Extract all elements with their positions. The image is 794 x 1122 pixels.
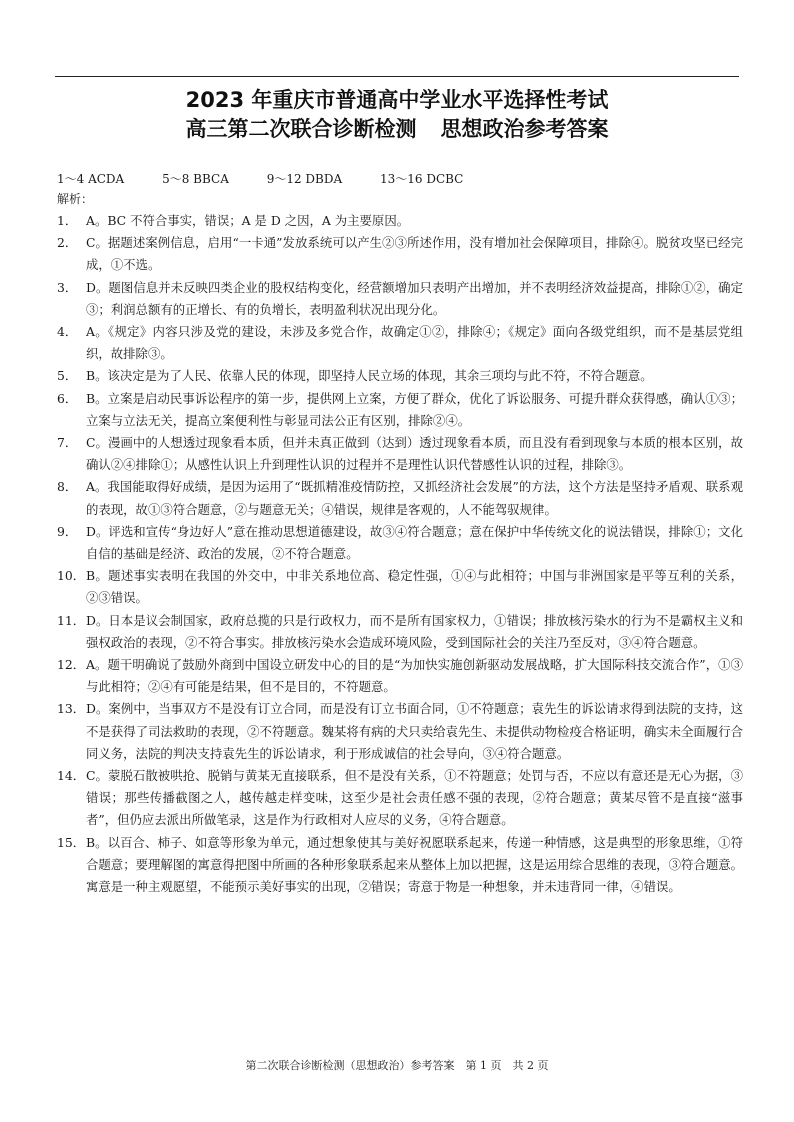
- item-text: C。据题述案例信息，启用“一卡通”发放系统可以产生②③所述作用，没有增加社会保障项目，排除④。脱贫攻坚已经完成，①不选。: [86, 235, 743, 273]
- item-number: 3．: [57, 279, 78, 295]
- item-number: 9．: [57, 523, 78, 539]
- analysis-item: [57, 654, 743, 698]
- analysis-item: [57, 610, 743, 654]
- item-text: D。日本是议会制国家，政府总揽的只是行政权力，而不是所有国家权力，①错误；排放核污染水的行为不是霸权主义和强权政治的表现，②不符合事实。排放核污染水会造成环境风险，受到国际社会的关注乃至反对，③④符合题意。: [86, 612, 743, 650]
- item-text: B。立案是启动民事诉讼程序的第一步，提供网上立案，方便了群众，优化了诉讼服务、可提升群众获得感，确认①③；立案与立法无关，提高立案便利性与彰显司法公正有区别，排除②④。: [86, 390, 743, 428]
- item-number: 10．: [57, 568, 86, 584]
- analysis-item: [57, 476, 743, 520]
- answer-key-group: 1～4 ACDA: [57, 172, 125, 186]
- item-text: A。《规定》内容只涉及党的建设，未涉及多党合作，故确定①②，排除④；《规定》面向各级党组织，而不是基层党组织，故排除③。: [86, 324, 743, 362]
- item-text: D。案例中，当事双方不是没有订立合同，而是没有订立书面合同，①不符题意；袁先生的诉讼请求得到法院的支持，这不是获得了司法救助的表现，②不符题意。魏某将有病的犬只卖给袁先生、未提供动物检疫合格证明，确实未全面履行合同义务，法院的判决支持袁先生的诉讼请求，利于形成诚信的社会导向，③④符合题意。: [86, 701, 743, 761]
- item-number: 5．: [57, 368, 78, 384]
- item-text: D。评选和宣传“身边好人”意在推动思想道德建设，故③④符合题意；意在保护中华传统文化的说法错误，排除①；文化自信的基础是经济、政治的发展，②不符合题意。: [86, 523, 743, 562]
- analysis-item: [57, 321, 743, 365]
- analysis-item: [57, 832, 743, 899]
- item-text: B。以百合、柿子、如意等形象为单元，通过想象使其与美好祝愿联系起来，传递一种情感，这是典型的形象思维，①符合题意；要理解图的寓意得把图中所画的各种形象联系起来从整体上加以把握，这是运用综合思维的表现，③符合题意。寓意是一种主观愿望，不能预示美好事实的出现，②错误；寄意于物是一种想象，并未违背同一律，④错误。: [86, 834, 743, 895]
- subtitle-exam-name: 高三第二次联合诊断检测: [185, 117, 417, 141]
- top-divider: [55, 76, 739, 77]
- analysis-item: [57, 521, 743, 565]
- analysis-item: [57, 232, 743, 276]
- item-number: 15．: [57, 834, 86, 850]
- item-number: 12．: [57, 657, 86, 673]
- item-text: A。我国能取得好成绩，是因为运用了“既抓精准疫情防控，又抓经济社会发展”的方法，这个方法是坚持矛盾观、联系观的表现，故①③符合题意，②与题意无关；④错误，规律是客观的，人不能驾驭规律。: [86, 479, 743, 517]
- item-number: 1．: [57, 213, 78, 228]
- analysis-item: [57, 365, 743, 387]
- item-number: 8．: [57, 479, 78, 495]
- analysis-item: [57, 210, 743, 232]
- item-number: 6．: [57, 390, 78, 406]
- item-text: C。蒙脱石散被哄抢、脱销与黄某无直接联系，但不是没有关系，①不符题意；处罚与否，不应以有意还是无心为据，③错误；那些传播截图之人，越传越走样变味，这至少是社会责任感不强的表现，②符合题意；黄某尽管不是直接“滋事者”，但仍应去派出所做笔录，这是作为行政相对人应尽的义务，④符合题意。: [86, 768, 743, 828]
- item-number: 14．: [57, 768, 86, 784]
- item-text: C。漫画中的人想透过现象看本质，但并未真正做到（达到）透过现象看本质，而且没有看到现象与本质的根本区别，故确认②④排除①；从感性认识上升到理性认识的过程并不是理性认识代替感性认识的过程，排除③。: [86, 435, 743, 473]
- item-number: 7．: [57, 435, 78, 451]
- answer-key: [57, 170, 497, 188]
- item-number: 11．: [57, 612, 86, 628]
- item-text: D。题图信息并未反映四类企业的股权结构变化，经营额增加只表明产出增加，并不表明经济效益提高，排除①②，确定③；利润总额有的正增长、有的负增长，表明盈利状况出现分化。: [86, 279, 743, 317]
- answer-key-group: 13～16 DCBC: [379, 172, 464, 186]
- analysis-item: [57, 565, 743, 609]
- analysis-item: [57, 277, 743, 321]
- page-footer: 第二次联合诊断检测（思想政治）参考答案 第 1 页 共 2 页: [245, 1059, 549, 1072]
- answer-key-group: 9～12 DBDA: [266, 172, 343, 186]
- analysis-item: [57, 432, 743, 476]
- item-number: 4．: [57, 324, 78, 340]
- analysis-list: [57, 210, 743, 898]
- analysis-item: [57, 388, 743, 432]
- document-subtitle: [0, 115, 794, 143]
- analysis-item: [57, 698, 743, 765]
- answer-key-group: 5～8 BBCA: [162, 172, 229, 186]
- item-text: A。BC 不符合事实，错误；A 是 D 之因，A 为主要原因。: [86, 213, 410, 228]
- document-title: 2023 年重庆市普通高中学业水平选择性考试: [185, 88, 609, 112]
- subtitle-subject: 思想政治参考答案: [440, 117, 609, 141]
- analysis-item: [57, 765, 743, 832]
- item-number: 13．: [57, 701, 86, 717]
- item-text: B。该决定是为了人民、依靠人民的体现，即坚持人民立场的体现，其余三项均与此不符，不符合题意。: [86, 368, 653, 384]
- item-text: B。题述事实表明在我国的外交中，中非关系地位高、稳定性强，①④与此相符；中国与非洲国家是平等互利的关系，②③错误。: [86, 568, 743, 606]
- item-number: 2．: [57, 235, 78, 251]
- item-text: A。题干明确说了鼓励外商到中国设立研发中心的目的是“为加快实施创新驱动发展战略，扩大国际科技交流合作”，①③与此相符；②④有可能是结果，但不是目的，不符题意。: [86, 657, 743, 695]
- analysis-label: 解析：: [57, 192, 94, 206]
